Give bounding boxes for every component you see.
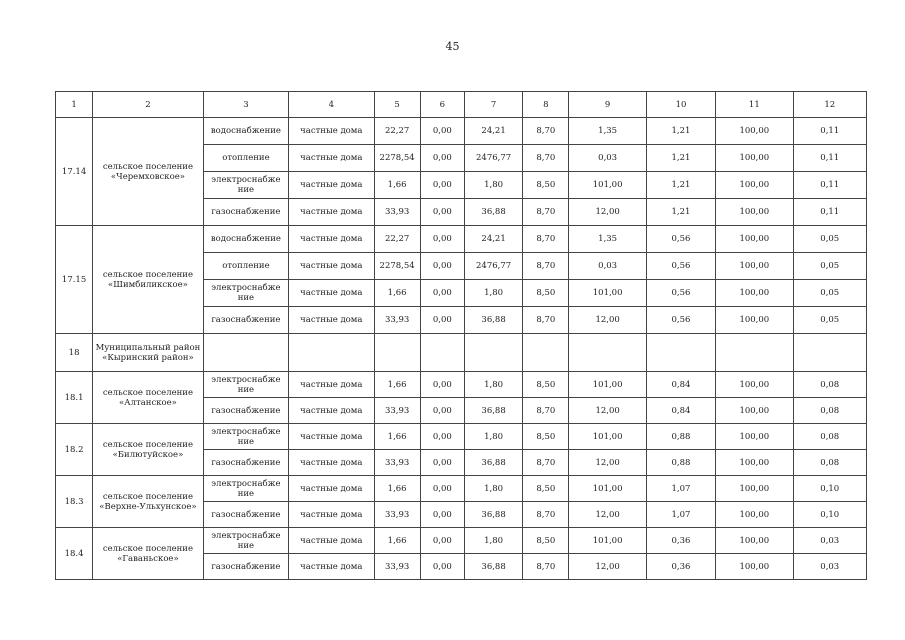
value-cell: 24,21 <box>464 118 522 145</box>
value-cell: 0,36 <box>646 528 715 554</box>
header-row <box>56 92 867 118</box>
value-cell: 0,00 <box>420 372 464 398</box>
row-number: 17.14 <box>56 118 93 226</box>
table-row <box>56 118 867 145</box>
value-cell: 100,00 <box>716 450 793 476</box>
value-cell: 0,36 <box>646 554 715 580</box>
value-cell: 100,00 <box>716 199 793 226</box>
value-cell: 0,00 <box>420 554 464 580</box>
resource-type: отопление <box>203 145 288 172</box>
value-cell: 0,03 <box>793 554 866 580</box>
value-cell: 0,00 <box>420 528 464 554</box>
value-cell: 100,00 <box>716 226 793 253</box>
value-cell: 1,35 <box>569 226 646 253</box>
value-cell: 12,00 <box>569 450 646 476</box>
value-cell: 1,21 <box>646 172 715 199</box>
value-cell: 2278,54 <box>374 145 420 172</box>
row-number: 18.1 <box>56 372 93 424</box>
value-cell: 0,00 <box>420 476 464 502</box>
building-type: частные дома <box>289 145 374 172</box>
value-cell: 1,21 <box>646 199 715 226</box>
value-cell: 0,08 <box>793 424 866 450</box>
column-header: 8 <box>523 92 569 118</box>
column-header: 1 <box>56 92 93 118</box>
value-cell: 1,35 <box>569 118 646 145</box>
value-cell: 0,00 <box>420 424 464 450</box>
value-cell: 100,00 <box>716 372 793 398</box>
building-type: частные дома <box>289 450 374 476</box>
value-cell: 0,00 <box>420 502 464 528</box>
value-cell: 0,08 <box>793 398 866 424</box>
table-row <box>56 528 867 554</box>
value-cell: 1,66 <box>374 528 420 554</box>
value-cell: 0,05 <box>793 226 866 253</box>
value-cell: 0,00 <box>420 172 464 199</box>
value-cell: 33,93 <box>374 502 420 528</box>
value-cell: 33,93 <box>374 199 420 226</box>
value-cell: 0,10 <box>793 476 866 502</box>
value-cell: 101,00 <box>569 476 646 502</box>
value-cell: 1,07 <box>646 502 715 528</box>
column-header: 11 <box>716 92 793 118</box>
value-cell: 33,93 <box>374 307 420 334</box>
value-cell: 1,07 <box>646 476 715 502</box>
row-number: 17.15 <box>56 226 93 334</box>
value-cell: 22,27 <box>374 118 420 145</box>
value-cell: 0,84 <box>646 398 715 424</box>
value-cell: 0,56 <box>646 280 715 307</box>
resource-type: электроснабже ние <box>203 172 288 199</box>
value-cell: 0,00 <box>420 450 464 476</box>
value-cell: 100,00 <box>716 528 793 554</box>
value-cell: 8,70 <box>523 145 569 172</box>
value-cell: 8,70 <box>523 253 569 280</box>
column-header: 10 <box>646 92 715 118</box>
value-cell: 33,93 <box>374 450 420 476</box>
page-number: 45 <box>445 40 460 53</box>
value-cell: 101,00 <box>569 172 646 199</box>
value-cell: 12,00 <box>569 199 646 226</box>
column-header: 4 <box>289 92 374 118</box>
value-cell: 0,03 <box>569 253 646 280</box>
value-cell: 0,00 <box>420 226 464 253</box>
row-number: 18.3 <box>56 476 93 528</box>
row-number: 18.4 <box>56 528 93 580</box>
value-cell: 100,00 <box>716 476 793 502</box>
value-cell: 0,00 <box>420 398 464 424</box>
value-cell: 1,66 <box>374 372 420 398</box>
resource-type: электроснабже ние <box>203 528 288 554</box>
building-type: частные дома <box>289 280 374 307</box>
table-row <box>56 372 867 398</box>
value-cell: 0,00 <box>420 145 464 172</box>
table-row <box>56 226 867 253</box>
column-header: 6 <box>420 92 464 118</box>
value-cell: 0,00 <box>420 307 464 334</box>
value-cell: 12,00 <box>569 554 646 580</box>
empty-cell <box>523 334 569 372</box>
building-type: частные дома <box>289 172 374 199</box>
value-cell: 22,27 <box>374 226 420 253</box>
value-cell: 0,05 <box>793 280 866 307</box>
value-cell: 0,88 <box>646 424 715 450</box>
value-cell: 0,08 <box>793 372 866 398</box>
value-cell: 8,70 <box>523 307 569 334</box>
building-type: частные дома <box>289 502 374 528</box>
table-row <box>56 424 867 450</box>
value-cell: 36,88 <box>464 450 522 476</box>
value-cell: 1,66 <box>374 172 420 199</box>
value-cell: 12,00 <box>569 398 646 424</box>
value-cell: 100,00 <box>716 145 793 172</box>
value-cell: 8,50 <box>523 476 569 502</box>
value-cell: 8,70 <box>523 502 569 528</box>
value-cell: 0,56 <box>646 307 715 334</box>
value-cell: 12,00 <box>569 502 646 528</box>
empty-cell <box>646 334 715 372</box>
value-cell: 0,11 <box>793 199 866 226</box>
section-row <box>56 334 867 372</box>
table-row <box>56 476 867 502</box>
value-cell: 2278,54 <box>374 253 420 280</box>
value-cell: 12,00 <box>569 307 646 334</box>
resource-type: электроснабже ние <box>203 280 288 307</box>
value-cell: 100,00 <box>716 424 793 450</box>
building-type: частные дома <box>289 424 374 450</box>
value-cell: 100,00 <box>716 398 793 424</box>
value-cell: 0,88 <box>646 450 715 476</box>
value-cell: 1,80 <box>464 372 522 398</box>
empty-cell <box>716 334 793 372</box>
settlement-name: сельское поселение «Алтанское» <box>93 372 204 424</box>
value-cell: 100,00 <box>716 172 793 199</box>
settlement-name: сельское поселение «Черемховское» <box>93 118 204 226</box>
building-type: частные дома <box>289 476 374 502</box>
resource-type: водоснабжение <box>203 118 288 145</box>
settlement-name: сельское поселение «Верхне-Ульхунское» <box>93 476 204 528</box>
value-cell: 1,21 <box>646 118 715 145</box>
value-cell: 36,88 <box>464 199 522 226</box>
value-cell: 0,56 <box>646 253 715 280</box>
value-cell: 1,80 <box>464 476 522 502</box>
column-header: 3 <box>203 92 288 118</box>
empty-cell <box>420 334 464 372</box>
resource-type: газоснабжение <box>203 307 288 334</box>
resource-type: газоснабжение <box>203 199 288 226</box>
value-cell: 0,00 <box>420 118 464 145</box>
value-cell: 0,00 <box>420 280 464 307</box>
value-cell: 100,00 <box>716 118 793 145</box>
building-type: частные дома <box>289 307 374 334</box>
value-cell: 1,66 <box>374 476 420 502</box>
value-cell: 36,88 <box>464 502 522 528</box>
value-cell: 8,70 <box>523 450 569 476</box>
value-cell: 2476,77 <box>464 253 522 280</box>
value-cell: 101,00 <box>569 280 646 307</box>
building-type: частные дома <box>289 528 374 554</box>
building-type: частные дома <box>289 372 374 398</box>
value-cell: 36,88 <box>464 307 522 334</box>
value-cell: 8,70 <box>523 398 569 424</box>
resource-type: водоснабжение <box>203 226 288 253</box>
value-cell: 0,11 <box>793 145 866 172</box>
resource-type: газоснабжение <box>203 398 288 424</box>
value-cell: 0,05 <box>793 307 866 334</box>
value-cell: 0,10 <box>793 502 866 528</box>
value-cell: 8,50 <box>523 280 569 307</box>
value-cell: 100,00 <box>716 554 793 580</box>
resource-type: газоснабжение <box>203 502 288 528</box>
value-cell: 1,80 <box>464 424 522 450</box>
value-cell: 0,05 <box>793 253 866 280</box>
value-cell: 24,21 <box>464 226 522 253</box>
settlement-name: сельское поселение «Шимбиликское» <box>93 226 204 334</box>
value-cell: 1,66 <box>374 424 420 450</box>
resource-type: газоснабжение <box>203 554 288 580</box>
empty-cell <box>793 334 866 372</box>
settlement-name: сельское поселение «Билютуйское» <box>93 424 204 476</box>
column-header: 5 <box>374 92 420 118</box>
resource-type: электроснабже ние <box>203 424 288 450</box>
empty-cell <box>203 334 288 372</box>
building-type: частные дома <box>289 226 374 253</box>
value-cell: 36,88 <box>464 398 522 424</box>
row-number: 18 <box>56 334 93 372</box>
value-cell: 8,50 <box>523 372 569 398</box>
value-cell: 0,08 <box>793 450 866 476</box>
empty-cell <box>289 334 374 372</box>
value-cell: 33,93 <box>374 398 420 424</box>
value-cell: 8,50 <box>523 528 569 554</box>
value-cell: 0,03 <box>569 145 646 172</box>
value-cell: 8,70 <box>523 226 569 253</box>
value-cell: 8,70 <box>523 199 569 226</box>
value-cell: 36,88 <box>464 554 522 580</box>
value-cell: 8,70 <box>523 554 569 580</box>
value-cell: 101,00 <box>569 372 646 398</box>
value-cell: 1,80 <box>464 528 522 554</box>
value-cell: 100,00 <box>716 307 793 334</box>
building-type: частные дома <box>289 554 374 580</box>
building-type: частные дома <box>289 253 374 280</box>
value-cell: 0,03 <box>793 528 866 554</box>
building-type: частные дома <box>289 398 374 424</box>
value-cell: 0,84 <box>646 372 715 398</box>
value-cell: 101,00 <box>569 424 646 450</box>
value-cell: 1,21 <box>646 145 715 172</box>
empty-cell <box>464 334 522 372</box>
value-cell: 0,11 <box>793 118 866 145</box>
value-cell: 0,11 <box>793 172 866 199</box>
resource-type: электроснабже ние <box>203 476 288 502</box>
row-number: 18.2 <box>56 424 93 476</box>
value-cell: 0,56 <box>646 226 715 253</box>
column-header: 12 <box>793 92 866 118</box>
value-cell: 8,70 <box>523 118 569 145</box>
value-cell: 100,00 <box>716 280 793 307</box>
value-cell: 1,80 <box>464 172 522 199</box>
value-cell: 8,50 <box>523 172 569 199</box>
value-cell: 0,00 <box>420 199 464 226</box>
building-type: частные дома <box>289 118 374 145</box>
tariff-table <box>55 91 867 580</box>
value-cell: 1,80 <box>464 280 522 307</box>
empty-cell <box>374 334 420 372</box>
value-cell: 8,50 <box>523 424 569 450</box>
value-cell: 33,93 <box>374 554 420 580</box>
empty-cell <box>569 334 646 372</box>
value-cell: 100,00 <box>716 502 793 528</box>
value-cell: 101,00 <box>569 528 646 554</box>
resource-type: газоснабжение <box>203 450 288 476</box>
value-cell: 100,00 <box>716 253 793 280</box>
resource-type: отопление <box>203 253 288 280</box>
settlement-name: Муниципальный район «Кыринский район» <box>93 334 204 372</box>
resource-type: электроснабже ние <box>203 372 288 398</box>
building-type: частные дома <box>289 199 374 226</box>
value-cell: 0,00 <box>420 253 464 280</box>
column-header: 7 <box>464 92 522 118</box>
settlement-name: сельское поселение «Гаваньское» <box>93 528 204 580</box>
table-body <box>56 92 867 580</box>
value-cell: 1,66 <box>374 280 420 307</box>
column-header: 2 <box>93 92 204 118</box>
column-header: 9 <box>569 92 646 118</box>
value-cell: 2476,77 <box>464 145 522 172</box>
